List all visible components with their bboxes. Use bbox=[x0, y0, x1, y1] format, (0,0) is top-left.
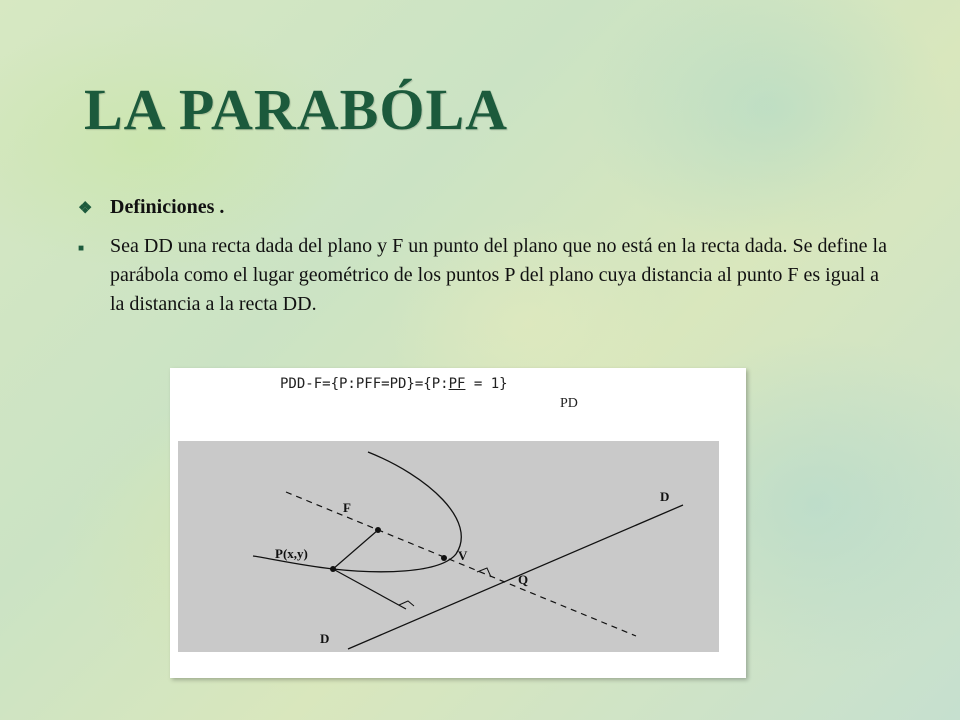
formula-denominator: PD bbox=[560, 396, 578, 411]
square-bullet-icon: ■ bbox=[78, 243, 85, 254]
label-v: V bbox=[458, 548, 468, 563]
parabola-figure bbox=[170, 368, 746, 678]
bullet-definiciones-text: Definiciones . bbox=[110, 196, 225, 218]
point-p bbox=[330, 566, 336, 572]
diagram-background bbox=[178, 441, 719, 652]
label-f: F bbox=[343, 500, 351, 515]
slide-title: LA PARABÓLA bbox=[84, 77, 509, 142]
formula-pf: PF bbox=[448, 376, 466, 392]
diamond-bullet-icon: ❖ bbox=[78, 199, 93, 217]
bullet-definiciones bbox=[78, 196, 224, 219]
label-d-top: D bbox=[660, 489, 670, 504]
definition-text: Sea DD una recta dada del plano y F un punto del plano que no está en la recta dada. Se define la parábola como el lugar geométrico de los puntos P del plano cuya distancia al punto F es igual a la distancia a la recta DD. bbox=[110, 235, 887, 315]
formula-left: PDD-F={P:PFF=PD}={P: bbox=[280, 376, 449, 392]
label-d-bottom: D bbox=[320, 631, 330, 646]
formula bbox=[280, 376, 578, 411]
formula-right: = 1} bbox=[465, 376, 508, 392]
label-q: Q bbox=[518, 572, 529, 587]
label-p: P(x,y) bbox=[275, 546, 308, 561]
focus-point bbox=[375, 527, 381, 533]
bullet-definition-body bbox=[78, 232, 898, 319]
vertex-point bbox=[441, 555, 447, 561]
parabola-diagram bbox=[178, 441, 719, 652]
